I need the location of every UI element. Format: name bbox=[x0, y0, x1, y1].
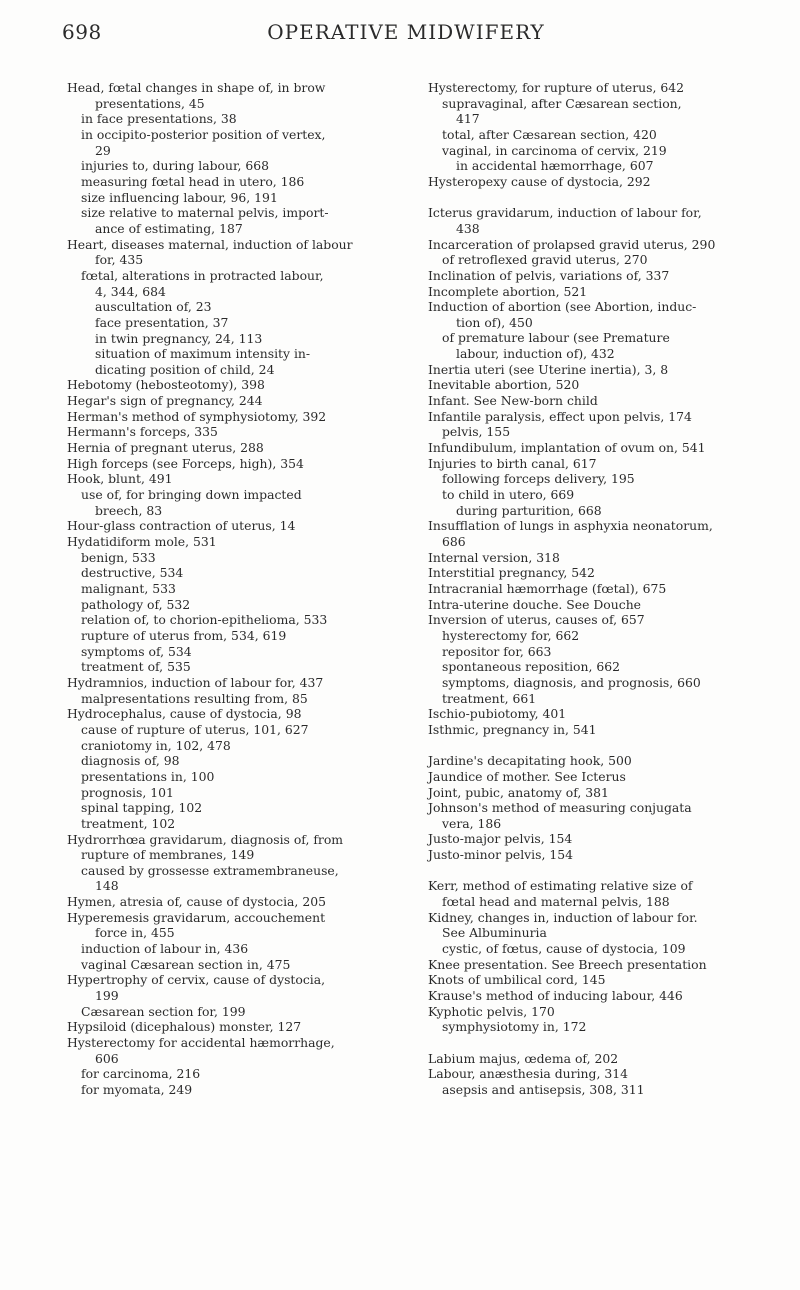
index-subentry: total, after Cæsarean section, 420 bbox=[442, 126, 657, 142]
index-entry: Hydrocephalus, cause of dystocia, 98 bbox=[67, 706, 302, 722]
index-subentry: 29 bbox=[95, 142, 111, 158]
index-entry: Hour-glass contraction of uterus, 14 bbox=[67, 518, 296, 534]
index-subentry: treatment, 661 bbox=[442, 690, 537, 706]
page-header bbox=[62, 20, 750, 50]
index-entry: Isthmic, pregnancy in, 541 bbox=[428, 721, 597, 737]
index-subentry: tion of), 450 bbox=[456, 314, 533, 330]
index-entry: Hysterectomy for accidental hæmorrhage, bbox=[67, 1035, 335, 1051]
index-subentry: in face presentations, 38 bbox=[81, 111, 237, 127]
index-entry: Inevitable abortion, 520 bbox=[428, 377, 580, 393]
index-subentry: in accidental hæmorrhage, 607 bbox=[456, 158, 654, 174]
index-subentry: malpresentations resulting from, 85 bbox=[81, 690, 308, 706]
index-column-left bbox=[67, 80, 412, 1098]
index-entry: Insufflation of lungs in asphyxia neonatorum, bbox=[428, 518, 713, 534]
index-entry: Kerr, method of estimating relative size of bbox=[428, 878, 693, 894]
index-subentry: ance of estimating, 187 bbox=[95, 220, 243, 236]
index-entry: Injuries to birth canal, 617 bbox=[428, 455, 597, 471]
index-subentry: during parturition, 668 bbox=[456, 502, 602, 518]
index-subentry: prognosis, 101 bbox=[81, 784, 174, 800]
index-subentry: symptoms of, 534 bbox=[81, 643, 192, 659]
index-subentry: situation of maximum intensity in- bbox=[95, 346, 311, 362]
index-entry: Infant. See New-born child bbox=[428, 393, 598, 409]
index-entry: Hydatidiform mole, 531 bbox=[67, 534, 217, 550]
index-entry: Induction of abortion (see Abortion, induc- bbox=[428, 299, 697, 315]
index-entry: Justo-minor pelvis, 154 bbox=[428, 847, 574, 863]
index-subentry: size influencing labour, 96, 191 bbox=[81, 189, 278, 205]
index-entry: Jardine's decapitating hook, 500 bbox=[428, 753, 632, 769]
index-entry: Knee presentation. See Breech presentation bbox=[428, 956, 707, 972]
index-subentry: fœtal head and maternal pelvis, 188 bbox=[442, 894, 670, 910]
index-subentry: auscultation of, 23 bbox=[95, 299, 212, 315]
index-subentry: treatment of, 535 bbox=[81, 659, 191, 675]
index-subentry: pathology of, 532 bbox=[81, 596, 191, 612]
index-gap bbox=[428, 190, 773, 206]
index-entry: Infundibulum, implantation of ovum on, 541 bbox=[428, 440, 706, 456]
index-subentry: caused by grossesse extramembraneuse, bbox=[81, 862, 339, 878]
index-entry: Ischio-pubiotomy, 401 bbox=[428, 706, 567, 722]
index-entry: Jaundice of mother. See Icterus bbox=[428, 768, 626, 784]
index-subentry: 148 bbox=[95, 878, 119, 894]
index-subentry: spinal tapping, 102 bbox=[81, 800, 203, 816]
index-subentry: face presentation, 37 bbox=[95, 314, 229, 330]
index-subentry: 686 bbox=[442, 534, 466, 550]
index-subentry: rupture of membranes, 149 bbox=[81, 847, 255, 863]
index-gap bbox=[428, 738, 773, 754]
index-subentry: vaginal Cæsarean section in, 475 bbox=[81, 956, 291, 972]
index-subentry: supravaginal, after Cæsarean section, bbox=[442, 95, 682, 111]
index-entry: High forceps (see Forceps, high), 354 bbox=[67, 455, 304, 471]
index-subentry: presentations, 45 bbox=[95, 95, 205, 111]
index-subentry: diagnosis of, 98 bbox=[81, 753, 180, 769]
index-subentry: of retroflexed gravid uterus, 270 bbox=[442, 252, 648, 268]
index-subentry: cause of rupture of uterus, 101, 627 bbox=[81, 721, 309, 737]
index-subentry: relation of, to chorion-epithelioma, 533 bbox=[81, 612, 328, 628]
index-entry: Incarceration of prolapsed gravid uterus, 290 bbox=[428, 236, 716, 252]
index-subentry: cystic, of fœtus, cause of dystocia, 109 bbox=[442, 941, 686, 957]
index-entry: Hook, blunt, 491 bbox=[67, 471, 173, 487]
index-entry: Hydramnios, induction of labour for, 437 bbox=[67, 674, 324, 690]
index-subentry: vaginal, in carcinoma of cervix, 219 bbox=[442, 142, 667, 158]
index-subentry: for, 435 bbox=[95, 252, 144, 268]
index-entry: Labium majus, œdema of, 202 bbox=[428, 1050, 619, 1066]
index-subentry: pelvis, 155 bbox=[442, 424, 511, 440]
index-subentry: injuries to, during labour, 668 bbox=[81, 158, 270, 174]
index-subentry: induction of labour in, 436 bbox=[81, 941, 249, 957]
index-subentry: 438 bbox=[456, 220, 480, 236]
index-entry: Knots of umbilical cord, 145 bbox=[428, 972, 606, 988]
index-entry: Johnson's method of measuring conjugata bbox=[428, 800, 692, 816]
index-subentry: hysterectomy for, 662 bbox=[442, 627, 580, 643]
index-gap bbox=[428, 863, 773, 879]
index-entry: Heart, diseases maternal, induction of labour bbox=[67, 236, 353, 252]
index-subentry: spontaneous reposition, 662 bbox=[442, 659, 621, 675]
index-subentry: for carcinoma, 216 bbox=[81, 1066, 201, 1082]
index-entry: Hypertrophy of cervix, cause of dystocia, bbox=[67, 972, 326, 988]
index-entry: Inclination of pelvis, variations of, 337 bbox=[428, 267, 670, 283]
index-entry: Kidney, changes in, induction of labour for. bbox=[428, 909, 698, 925]
index-entry: Head, fœtal changes in shape of, in brow bbox=[67, 80, 326, 95]
index-entry: Infantile paralysis, effect upon pelvis, 174 bbox=[428, 408, 692, 424]
index-entry: Icterus gravidarum, induction of labour for, bbox=[428, 205, 702, 221]
index-subentry: for myomata, 249 bbox=[81, 1082, 193, 1097]
index-entry: Hydrorrhœa gravidarum, diagnosis of, from bbox=[67, 831, 344, 847]
index-subentry: vera, 186 bbox=[442, 815, 502, 831]
index-entry: Hyperemesis gravidarum, accouchement bbox=[67, 909, 326, 925]
index-subentry: dicating position of child, 24 bbox=[95, 361, 275, 377]
index-subentry: See Albuminuria bbox=[442, 925, 547, 941]
index-subentry: use of, for bringing down impacted bbox=[81, 487, 302, 503]
index-subentry: force in, 455 bbox=[95, 925, 175, 941]
index-subentry: asepsis and antisepsis, 308, 311 bbox=[442, 1081, 645, 1097]
index-entry: Kyphotic pelvis, 170 bbox=[428, 1003, 555, 1019]
index-subentry: breech, 83 bbox=[95, 502, 163, 518]
index-subentry: following forceps delivery, 195 bbox=[442, 471, 635, 487]
running-title: OPERATIVE MIDWIFERY bbox=[267, 20, 545, 44]
index-subentry: Cæsarean section for, 199 bbox=[81, 1003, 246, 1019]
index-entry: Labour, anæsthesia during, 314 bbox=[428, 1066, 628, 1082]
index-subentry: 4, 344, 684 bbox=[95, 283, 166, 299]
index-entry: Hysterectomy, for rupture of uterus, 642 bbox=[428, 80, 685, 95]
index-entry: Hernia of pregnant uterus, 288 bbox=[67, 440, 264, 456]
index-entry: Hysteropexy cause of dystocia, 292 bbox=[428, 173, 651, 189]
index-subentry: in occipito-posterior position of vertex, bbox=[81, 126, 326, 142]
index-subentry: rupture of uterus from, 534, 619 bbox=[81, 627, 287, 643]
index-entry: Inertia uteri (see Uterine inertia), 3, 8 bbox=[428, 361, 669, 377]
index-subentry: of premature labour (see Premature bbox=[442, 330, 670, 346]
index-subentry: malignant, 533 bbox=[81, 581, 176, 596]
index-subentry: labour, induction of), 432 bbox=[456, 346, 615, 362]
index-subentry: fœtal, alterations in protracted labour, bbox=[81, 267, 324, 283]
index-subentry: symphysiotomy in, 172 bbox=[442, 1019, 587, 1035]
index-entry: Hebotomy (hebosteotomy), 398 bbox=[67, 377, 265, 393]
index-entry: Hermann's forceps, 335 bbox=[67, 424, 218, 440]
index-entry: Krause's method of inducing labour, 446 bbox=[428, 988, 683, 1004]
index-entry: Joint, pubic, anatomy of, 381 bbox=[428, 784, 609, 800]
index-entry: Herman's method of symphysiotomy, 392 bbox=[67, 408, 327, 424]
index-column-right bbox=[428, 80, 773, 1098]
index-entry: Inversion of uterus, causes of, 657 bbox=[428, 612, 645, 628]
index-subentry: destructive, 534 bbox=[81, 565, 184, 581]
index-subentry: treatment, 102 bbox=[81, 815, 176, 831]
index-entry: Hegar's sign of pregnancy, 244 bbox=[67, 393, 263, 409]
index-subentry: in twin pregnancy, 24, 113 bbox=[95, 330, 263, 346]
index-entry: Hypsiloid (dicephalous) monster, 127 bbox=[67, 1019, 302, 1035]
index-subentry: size relative to maternal pelvis, import- bbox=[81, 205, 329, 221]
index-subentry: craniotomy in, 102, 478 bbox=[81, 737, 231, 753]
index-entry: Interstitial pregnancy, 542 bbox=[428, 565, 595, 581]
index-subentry: 199 bbox=[95, 988, 119, 1004]
index-subentry: 417 bbox=[456, 111, 480, 127]
index-entry: Internal version, 318 bbox=[428, 549, 560, 565]
index-subentry: benign, 533 bbox=[81, 549, 156, 565]
index-gap bbox=[428, 1035, 773, 1051]
index-subentry: measuring fœtal head in utero, 186 bbox=[81, 173, 305, 189]
index-entry: Intracranial hæmorrhage (fœtal), 675 bbox=[428, 580, 667, 596]
index-subentry: to child in utero, 669 bbox=[442, 487, 575, 503]
index-entry: Incomplete abortion, 521 bbox=[428, 283, 588, 299]
index-entry: Hymen, atresia of, cause of dystocia, 205 bbox=[67, 894, 326, 910]
index-entry: Intra-uterine douche. See Douche bbox=[428, 596, 642, 612]
index-subentry: symptoms, diagnosis, and prognosis, 660 bbox=[442, 674, 701, 690]
page-number: 698 bbox=[62, 20, 102, 44]
index-subentry: presentations in, 100 bbox=[81, 768, 215, 784]
index-subentry: repositor for, 663 bbox=[442, 643, 552, 659]
index-subentry: 606 bbox=[95, 1050, 119, 1066]
index-entry: Justo-major pelvis, 154 bbox=[428, 831, 573, 847]
